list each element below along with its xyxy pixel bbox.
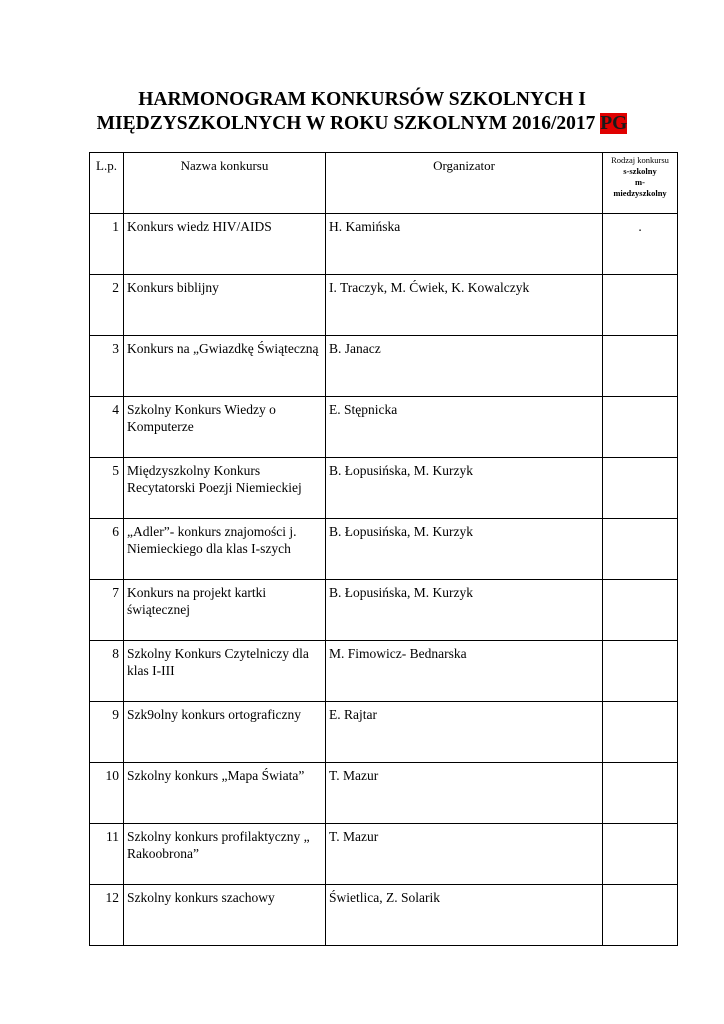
cell-lp: 4 — [90, 397, 124, 458]
table-row — [90, 214, 678, 275]
cell-type — [603, 763, 678, 824]
cell-name: Szkolny Konkurs Czytelniczy dla klas I-III — [124, 641, 326, 702]
cell-organizer: M. Fimowicz- Bednarska — [326, 641, 603, 702]
competition-schedule-table — [89, 152, 678, 946]
cell-organizer: T. Mazur — [326, 824, 603, 885]
cell-type — [603, 519, 678, 580]
cell-type: . — [603, 214, 678, 275]
document-title — [0, 88, 724, 136]
header-type-title: Rodzaj konkursu — [611, 155, 669, 165]
cell-organizer: T. Mazur — [326, 763, 603, 824]
cell-lp: 10 — [90, 763, 124, 824]
table-row — [90, 824, 678, 885]
table-row — [90, 763, 678, 824]
cell-organizer: E. Stępnicka — [326, 397, 603, 458]
cell-name: Konkurs wiedz HIV/AIDS — [124, 214, 326, 275]
cell-name: Konkurs biblijny — [124, 275, 326, 336]
cell-organizer: B. Janacz — [326, 336, 603, 397]
cell-lp: 12 — [90, 885, 124, 946]
table-row — [90, 702, 678, 763]
cell-lp: 6 — [90, 519, 124, 580]
cell-name: Szkolny konkurs profilaktyczny „ Rakoobrona” — [124, 824, 326, 885]
title-line-2 — [0, 112, 724, 136]
table-row — [90, 336, 678, 397]
cell-lp: 7 — [90, 580, 124, 641]
table-row — [90, 458, 678, 519]
table-row — [90, 641, 678, 702]
cell-name: Szk9olny konkurs ortograficzny — [124, 702, 326, 763]
cell-organizer: B. Łopusińska, M. Kurzyk — [326, 458, 603, 519]
cell-organizer: Świetlica, Z. Solarik — [326, 885, 603, 946]
cell-lp: 8 — [90, 641, 124, 702]
table-row — [90, 885, 678, 946]
cell-name: Konkurs na projekt kartki świątecznej — [124, 580, 326, 641]
header-type-s: s-szkolny — [623, 166, 657, 176]
table-header-row — [90, 153, 678, 214]
cell-name: „Adler”- konkurs znajomości j. Niemieckiego dla klas I-szych — [124, 519, 326, 580]
table-row — [90, 519, 678, 580]
cell-name: Międzyszkolny Konkurs Recytatorski Poezji Niemieckiej — [124, 458, 326, 519]
header-type-m2: miedzyszkolny — [613, 188, 667, 198]
table-row — [90, 397, 678, 458]
cell-type — [603, 824, 678, 885]
cell-lp: 9 — [90, 702, 124, 763]
cell-lp: 3 — [90, 336, 124, 397]
cell-type — [603, 641, 678, 702]
cell-organizer: B. Łopusińska, M. Kurzyk — [326, 580, 603, 641]
header-type — [603, 153, 678, 214]
cell-name: Konkurs na „Gwiazdkę Świąteczną — [124, 336, 326, 397]
cell-lp: 11 — [90, 824, 124, 885]
cell-type — [603, 336, 678, 397]
cell-name: Szkolny Konkurs Wiedzy o Komputerze — [124, 397, 326, 458]
header-type-m1: m- — [635, 177, 645, 187]
cell-type — [603, 580, 678, 641]
cell-name: Szkolny konkurs „Mapa Świata” — [124, 763, 326, 824]
header-name: Nazwa konkursu — [124, 153, 326, 214]
title-line-2-text: MIĘDZYSZKOLNYCH W ROKU SZKOLNYM 2016/2017 — [96, 113, 596, 134]
table-row — [90, 580, 678, 641]
title-line-1: HARMONOGRAM KONKURSÓW SZKOLNYCH I — [138, 89, 586, 110]
cell-organizer: H. Kamińska — [326, 214, 603, 275]
cell-type — [603, 458, 678, 519]
cell-name: Szkolny konkurs szachowy — [124, 885, 326, 946]
cell-type — [603, 397, 678, 458]
cell-type — [603, 702, 678, 763]
table-row — [90, 275, 678, 336]
cell-lp: 2 — [90, 275, 124, 336]
header-organizer: Organizator — [326, 153, 603, 214]
title-highlight-tag: PG — [600, 113, 628, 134]
cell-lp: 5 — [90, 458, 124, 519]
cell-organizer: E. Rajtar — [326, 702, 603, 763]
cell-type — [603, 275, 678, 336]
cell-type — [603, 885, 678, 946]
cell-organizer: I. Traczyk, M. Ćwiek, K. Kowalczyk — [326, 275, 603, 336]
cell-lp: 1 — [90, 214, 124, 275]
cell-organizer: B. Łopusińska, M. Kurzyk — [326, 519, 603, 580]
header-lp: L.p. — [90, 153, 124, 214]
